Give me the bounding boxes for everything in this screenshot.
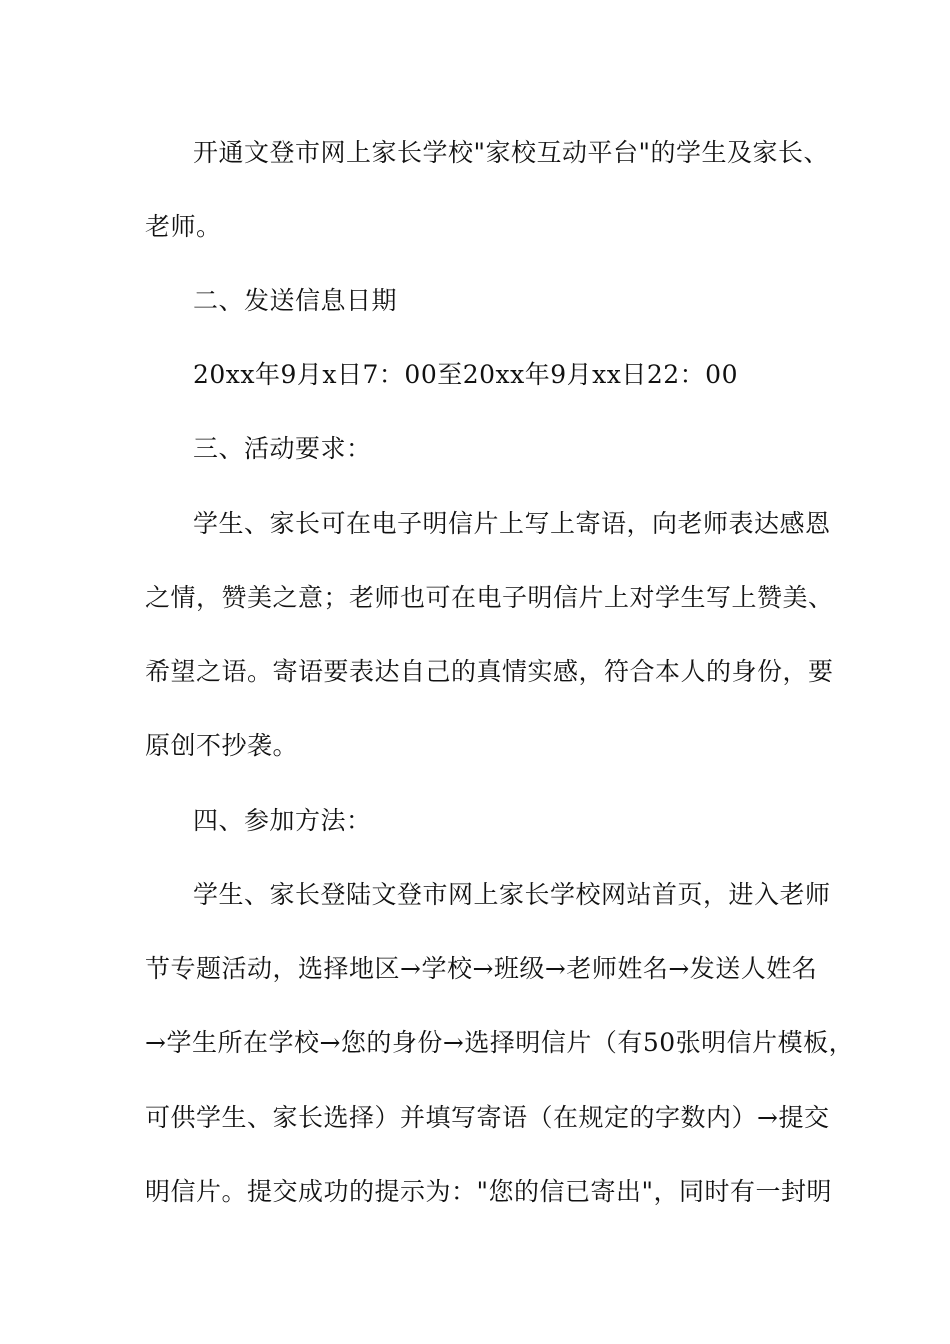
- paragraph-line-15: 明信片。提交成功的提示为："您的信已寄出"，同时有一封明: [145, 1177, 833, 1206]
- section-heading-4: 四、参加方法：: [193, 806, 372, 835]
- section-heading-3: 三、活动要求：: [193, 434, 372, 463]
- paragraph-line-2: 老师。: [145, 212, 222, 241]
- paragraph-line-8: 希望之语。寄语要表达自己的真情实感，符合本人的身份，要: [145, 657, 834, 686]
- paragraph-line-7: 之情，赞美之意；老师也可在电子明信片上对学生写上赞美、: [145, 583, 834, 612]
- paragraph-line-9: 原创不抄袭。: [145, 731, 299, 760]
- paragraph-line-13: →学生所在学校→您的身份→选择明信片（有50张明信片模板，: [145, 1028, 855, 1057]
- paragraph-line-14: 可供学生、家长选择）并填写寄语（在规定的字数内）→提交: [145, 1103, 830, 1132]
- paragraph-line-12: 节专题活动，选择地区→学校→班级→老师姓名→发送人姓名: [145, 954, 818, 983]
- paragraph-line-1: 开通文登市网上家长学校"家校互动平台"的学生及家长、: [193, 138, 830, 167]
- paragraph-line-6: 学生、家长可在电子明信片上写上寄语，向老师表达感恩: [193, 509, 831, 538]
- date-range-line: 20xx年9月x日7：00至20xx年9月xx日22：00: [193, 360, 738, 389]
- paragraph-line-11: 学生、家长登陆文登市网上家长学校网站首页，进入老师: [193, 880, 831, 909]
- section-heading-2: 二、发送信息日期: [193, 286, 398, 315]
